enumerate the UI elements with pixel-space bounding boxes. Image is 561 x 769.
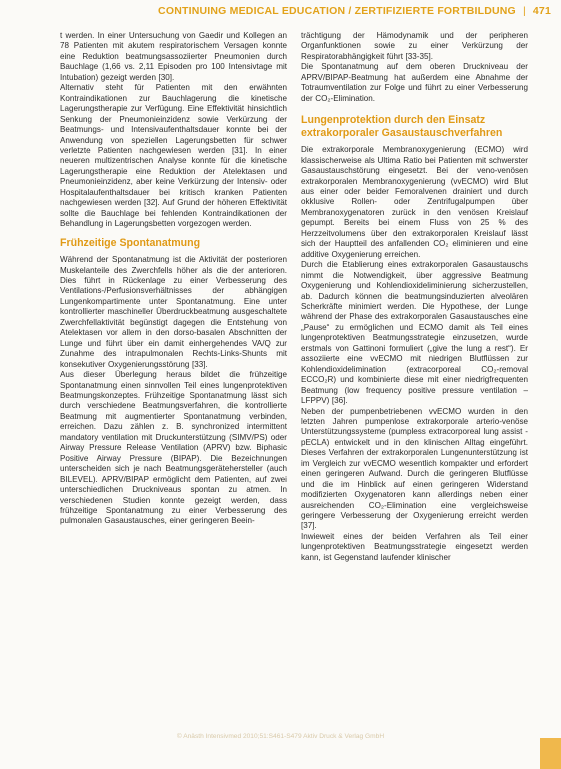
paragraph: Aus dieser Überlegung heraus bildet die frühzeitige Spontanatmung einen sinnvollen Teil eines lungenprotektiven Beatmungskonzeptes. Frühzeitige Spontanatmung lässt sich durch verschiedene Beatmungsverfahren, die kontrollierte Beatmung mit augmentierter Spontanatmung verbinden, erreichen. Dazu zählen z. B. synchronized intermittent mandatory ventilation mit Druckunterstützung (SIMV/PS) oder Airway Pressure Release Ventilation (APRV) bzw. Biphasic Positive Airway Pressure (BIPAP). Die Bezeichnungen unterscheiden sich je nach Beatmungsgerätehersteller (auch BILEVEL). APRV/BIPAP ermöglicht dem Patienten, auf zwei unterschiedlichen Druckniveaus spontan zu atmen. In verschiedenen Studien konnte gezeigt werden, dass frühzeitige Spontanatmung zu einer Verbesserung des pulmonalen Gasaustausches, einer geringeren Beein- bbox=[60, 370, 287, 526]
paragraph: Durch die Etablierung eines extrakorporalen Gasaustauschs nimmt die Notwendigkeit, über aggressive Beatmung Oxygenierung und Kohlendioxideliminierung sicherzustellen, ab. Dadurch können die beatmungsinduzierten alveolären Scherkräfte minimiert werden. Die Hypothese, der Lunge während der Phase des extrakorporalen Gasaustausches eine „Pause“ zu ermöglichen und ECMO damit als Teil eines lungenprotektiven Beatmungsstrategie einzusetzen, wurde erstmals von Gattinoni formuliert („give the lung a rest“). Er assoziierte eine vvECMO mit niedrigen Blutflüssen zur Kohlendioxidelimination (extracorporeal CO₂-removal ECCO₂R) und kombinierte diese mit einer niedrigfrequenten Beatmung (low frequency positive pressure ventilation – LFPPV) [36]. bbox=[301, 260, 528, 406]
paragraph: trächtigung der Hämodynamik und der peripheren Organfunktionen sowie zu einer Verkürzung der Respiratorabhängigkeit führt [33-35]. bbox=[301, 31, 528, 61]
paragraph: Die Spontanatmung auf dem oberen Druckniveau der APRV/BIPAP-Beatmung hat außerdem eine Abnahme der Totraumventilation zur Folge und führt zu einer Verbesserung der CO₂-Elimination. bbox=[301, 62, 528, 103]
article-body bbox=[60, 31, 528, 726]
section-heading-extracorporeal: Lungenprotektion durch den Einsatz extrakorporaler Gasaustauschverfahren bbox=[301, 114, 503, 139]
right-column bbox=[301, 31, 528, 726]
left-column bbox=[60, 31, 287, 726]
section-heading-spontaneous-breathing: Frühzeitige Spontanatmung bbox=[60, 236, 201, 249]
paragraph: t werden. In einer Untersuchung von Gaedir und Kollegen an 78 Patienten mit akutem respiratorischem Versagen konnte eine Reduktion beatmungsassoziierter Pneumonien durch Bauchlage (1,66 vs. 2,11 Episoden pro 100 Intensivtage mit Intubation) gezeigt werden [30]. bbox=[60, 31, 287, 82]
header-separator: | bbox=[522, 5, 526, 17]
running-header bbox=[0, 0, 561, 22]
paragraph: Während der Spontanatmung ist die Aktivität der posterioren Muskelanteile des Zwerchfells höher als die der anterioren. Dies führt in Rückenlage zu einer Verbesserung des Ventilations-/Perfusionsverhältnisses der abhängigen Lungenkompartimente unter Spontanatmung. Eine unter kontrollierter maschineller Überdruckbeatmung ausgeschaltete Zwerchfellaktivität begünstigt dagegen die Entstehung von Atelektasen vor allem in den dorso-basalen Abschnitten der Lunge und führt über ein damit einhergehendes VA/Q zur Zunahme des intrapulmonalen Rechts-Links-Shunts mit konsekutiver Oxygenierungsstörung [33]. bbox=[60, 255, 287, 369]
paragraph: Inwieweit eines der beiden Verfahren als Teil einer lungenprotektiven Beatmungsstrategie eingesetzt werden kann, ist Gegenstand laufender klinischer bbox=[301, 531, 528, 562]
page-footer: © Anästh Intensivmed 2010;51:S461-S479 Aktiv Druck & Verlag GmbH bbox=[176, 733, 385, 740]
page-number: 471 bbox=[532, 5, 551, 17]
running-header-text bbox=[158, 5, 551, 17]
paragraph: Alternativ steht für Patienten mit den erwähnten Kontraindikationen zur Bauchlagerung die kinetische Lagerungstherapie zur Verfügung. Eine Effektivität hinsichtlich Senkung der Pneumonieinzidenz sowie Verkürzung der Beatmungs- und Intensivaufenthaltsdauer konnte bei der Anwendung von speziellen Lagerungsbetten für schwer verletzte Patienten nachgewiesen werden [31]. In einer neueren multizentrischen Analyse konnte für die kinetische Lagerungstherapie eine Reduktion der Atelektasen und Pneumonieinzidenz, aber keine Verkürzung der Intensiv- oder Hospitalaufenthaltsdauer bei kritisch kranken Patienten nachgewiesen werden [32]. Auf Grund der höheren Effektivität sollte die Bauchlage bei fehlenden Kontraindikationen der Behandlung in Lagerungsbetten vorgezogen werden. bbox=[60, 83, 287, 229]
paragraph: Neben der pumpenbetriebenen vvECMO wurden in den letzten Jahren pumpenlose extrakorporale arterio-venöse Unterstützungssysteme (pumpless extracorporeal lung assist - pECLA) entwickelt und in den klinischen Alltag eingeführt. Dieses Verfahren der extrakorporalen Lungenunterstützung ist im Vergleich zur vvECMO wesentlich kompakter und erfordert einen geringeren Aufwand. Durch die geringeren Blutflüsse und die im Hinblick auf einen geringeren Widerstand modifizierten Oxygenatoren kann allerdings neben einer ausreichenden CO₂-Elimination eine vergleichsweise geringere Verbesserung der Oxygenierung erreicht werden [37]. bbox=[301, 406, 528, 531]
section-title: CONTINUING MEDICAL EDUCATION / ZERTIFIZIERTE FORTBILDUNG bbox=[158, 5, 516, 17]
page-corner-tab bbox=[540, 738, 561, 769]
paragraph: Die extrakorporale Membranoxygenierung (ECMO) wird klassischerweise als Ultima Ratio bei Patienten mit schwerster Gasaustauschstörung eingesetzt. Bei der veno-venösen extrakorporalen Membranoxygenierung (vvECMO) wird Blut aus einer oder beider Femoralvenen drainiert und durch okklusive Rollen- oder Zentrifugalpumpen über Membranoxygenatoren zurück in den venösen Kreislauf gepumpt. Bereits bei einem Fluss von 25 % des Herzzeitvolumens über den extrakorporalen Kreislauf lässt sich der Hauptteil des anfallenden CO₂ eliminieren und eine additive Oxygenierung erreichen. bbox=[301, 145, 528, 259]
